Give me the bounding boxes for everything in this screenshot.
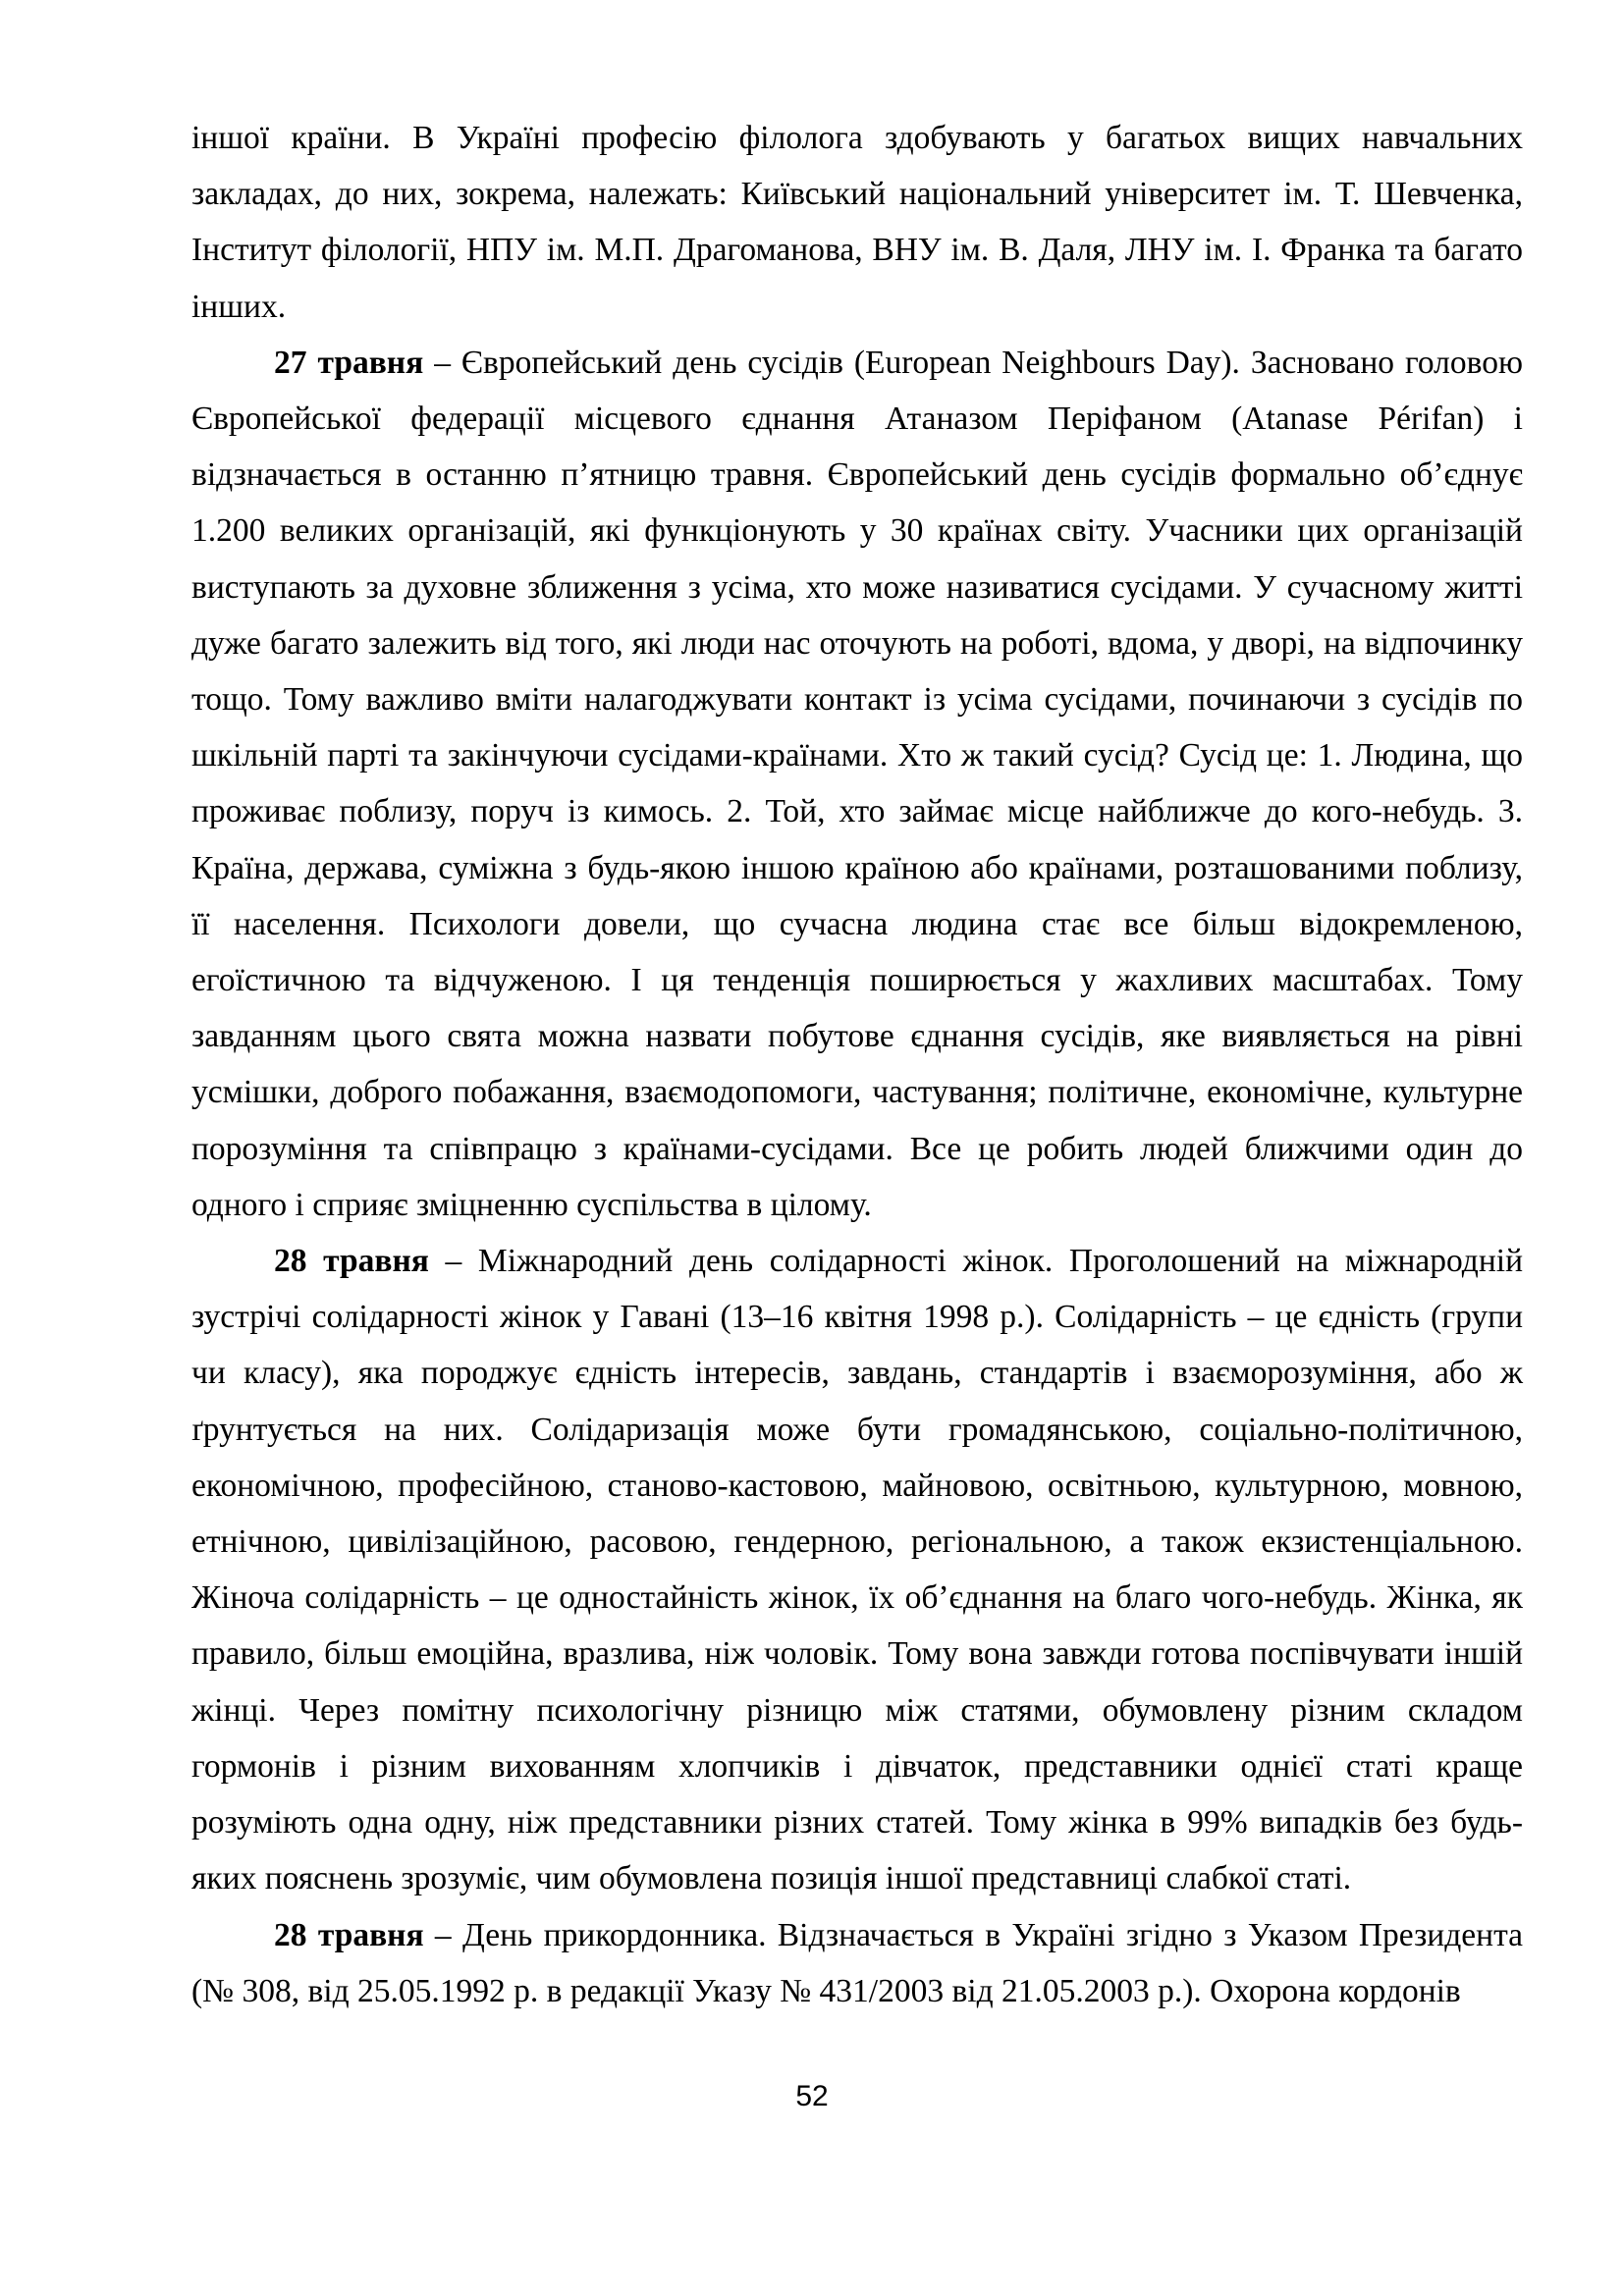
paragraph-border-guard-day xyxy=(191,1907,1523,2019)
paragraph-text: іншої країни. В Україні професію філолога здобувають у багатьох вищих навчальних закладах, до них, зокрема, належать: Київський національний університет ім. Т. Шевченка, Інститут філології, НПУ ім. М.П. Драгоманова, ВНУ ім. В. Даля, ЛНУ ім. І. Франка та багато інших. xyxy=(191,120,1523,325)
paragraph-text: – Європейський день сусідів (European Neighbours Day). Засновано головою Європейської федерації місцевого єднання Атаназом Періфаном (Atanase Périfan) і відзначається в останню п’ятницю травня. Європейський день сусідів формально об’єднує 1.200 великих організацій, які функціонують у 30 країнах світу. Учасники цих організацій виступають за духовне зближення з усіма, хто може називатися сусідами. У сучасному житті дуже багато залежить від того, які люди нас оточують на роботі, вдома, у дворі, на відпочинку тощо. Тому важливо вміти налагоджувати контакт із усіма сусідами, починаючи з сусідів по шкільній парті та закінчуючи сусідами-країнами. Хто ж такий сусід? Сусід це: 1. Людина, що проживає поблизу, поруч із кимось. 2. Той, хто займає місце найближче до кого-небудь. 3. Країна, держава, суміжна з будь-якою іншою країною або країнами, розташованими поблизу, її населення. Психологи довели, що сучасна людина стає все більш відокремленою, егоїстичною та відчуженою. І ця тенденція поширюється у жахливих масштабах. Тому завданням цього свята можна назвати побутове єднання сусідів, яке виявляється на рівні усмішки, доброго побажання, взаємодопомоги, частування; політичне, економічне, культурне порозуміння та співпрацю з країнами-сусідами. Все це робить людей ближчими один до одного і сприяє зміцненню суспільства в цілому. xyxy=(191,344,1524,1223)
document-page xyxy=(191,110,1523,2019)
paragraph-text: – День прикордонника. Відзначається в Україні згідно з Указом Президента (№ 308, від 25.05.1992 р. в редакції Указу № 431/2003 від 21.05.2003 р.). Охорона кордонів xyxy=(191,1916,1523,2009)
paragraph-women-solidarity-day xyxy=(191,1233,1523,1906)
paragraph-date: 27 травня xyxy=(274,344,424,381)
paragraph-date: 28 травня xyxy=(274,1243,429,1280)
paragraph-european-neighbours-day xyxy=(191,335,1523,1233)
paragraph-date: 28 травня xyxy=(274,1916,424,1953)
page-number: 52 xyxy=(795,2080,829,2112)
paragraph-text: – Міжнародний день солідарності жінок. Проголошений на міжнародній зустрічі солідарності жінок у Гавані (13–16 квітня 1998 р.). Солідарність – це єдність (групи чи класу), яка породжує єдність інтересів, завдань, стандартів і взаєморозуміння, або ж ґрунтується на них. Солідаризація може бути громадянською, соціально-політичною, економічною, професійною, станово-кастовою, майновою, освітньою, культурною, мовною, етнічною, цивілізаційною, расовою, гендерною, регіональною, а також екзистенціальною. Жіноча солідарність – це одностайність жінок, їх об’єднання на благо чого-небудь. Жінка, як правило, більш емоційна, вразлива, ніж чоловік. Тому вона завжди готова поспівчувати іншій жінці. Через помітну психологічну різницю між статями, обумовлену різним складом гормонів і різним вихованням хлопчиків і дівчаток, представники однієї статі краще розуміють одна одну, ніж представники різних статей. Тому жінка в 99% випадків без будь-яких пояснень зрозуміє, чим обумовлена позиція іншої представниці слабкої статі. xyxy=(191,1243,1524,1897)
paragraph-continuation xyxy=(191,110,1523,335)
